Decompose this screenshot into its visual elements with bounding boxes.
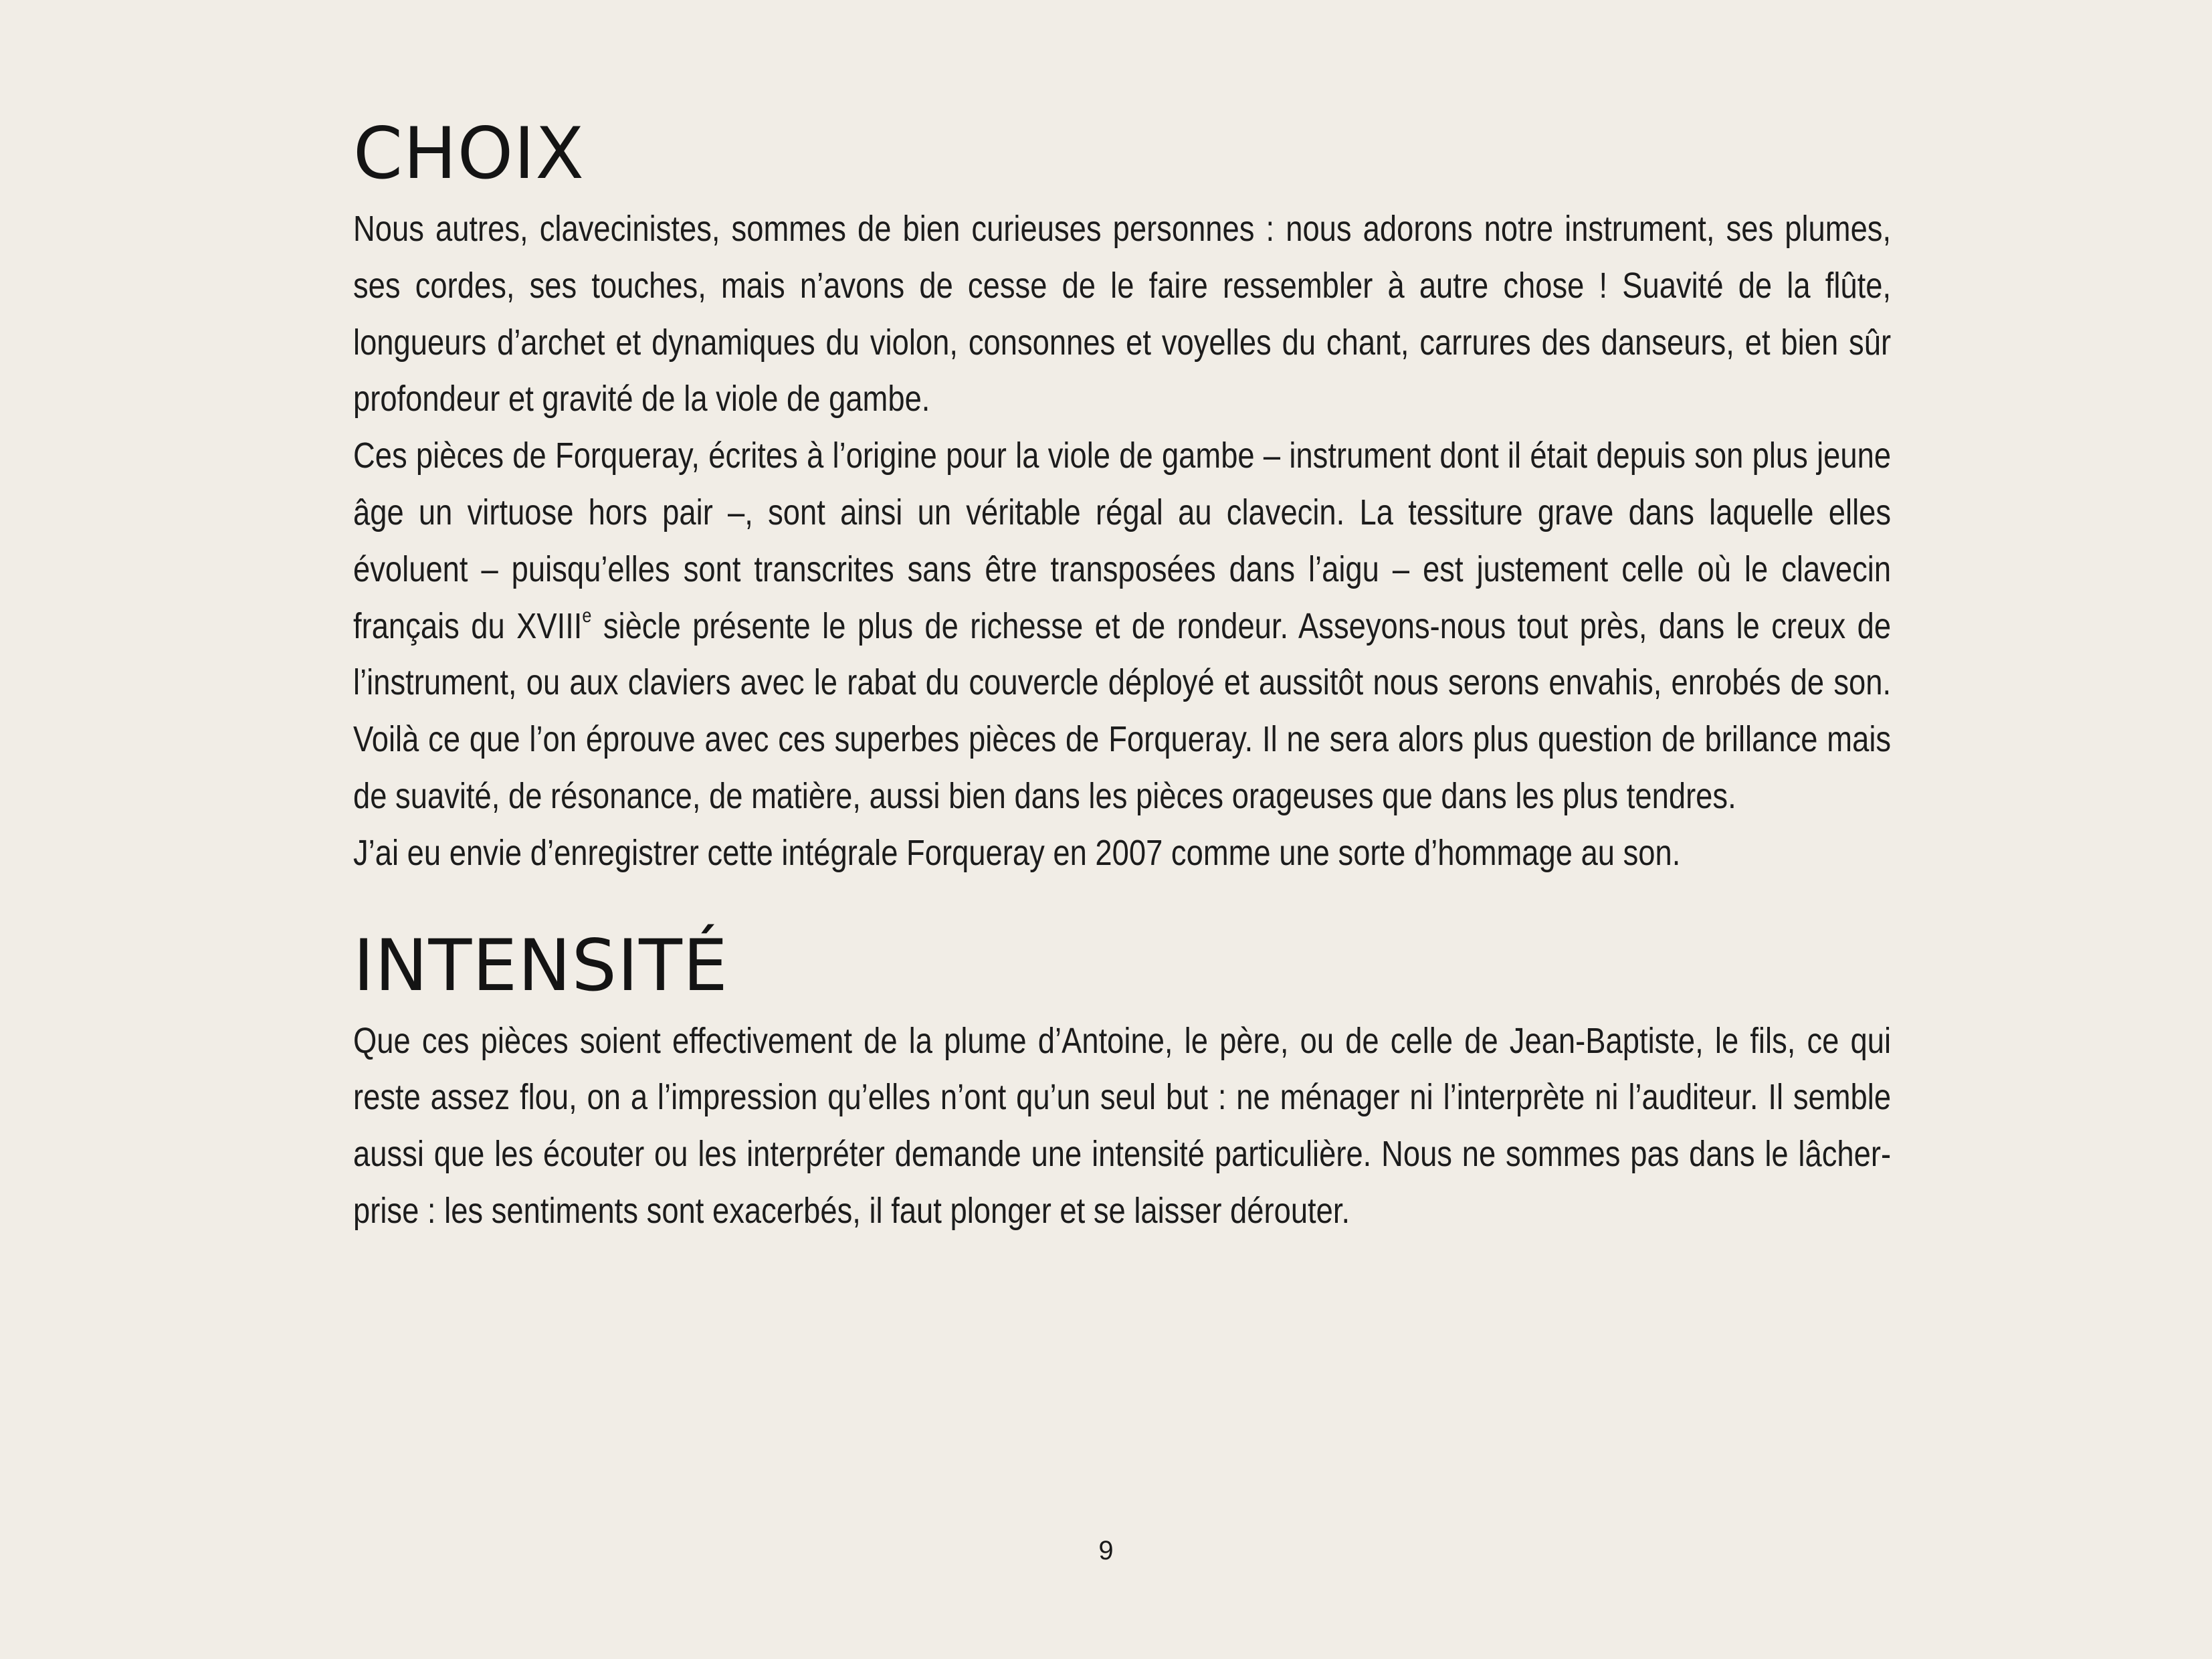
- paragraph-choix-2: [353, 427, 1891, 825]
- text-column: [353, 107, 1892, 1240]
- section-intensite: [353, 919, 1892, 1240]
- section-title-choix: CHOIX: [353, 112, 585, 195]
- paragraph-choix-2-text-a: Ces pièces de Forqueray, écrites à l’origine pour la viole de gambe – instrument dont il était depuis son plus jeune âge un virtuose hors pair –, sont ainsi un véritable régal au clavecin. La tessiture grave dans laquelle elles évoluent – puisqu’elles sont transcrites sans être transposées dans l’aigu – est justement celle où le clavecin français du XVIII: [353, 435, 1892, 646]
- section-choix: [353, 107, 1892, 882]
- superscript-e: e: [582, 604, 592, 627]
- section-title-intensite: INTENSITÉ: [353, 924, 728, 1007]
- paragraph-choix-1: Nous autres, clavecinistes, sommes de bien curieuses personnes : nous adorons notre instrument, ses plumes, ses cordes, ses touches, mais n’avons de cesse de le faire ressembler à autre chose ! Suavité de la flûte, longueurs d’archet et dynamiques du violon, consonnes et voyelles du chant, carrures des danseurs, et bien sûr profondeur et gravité de la viole de gambe.: [353, 209, 1892, 419]
- paragraph-choix-3: J’ai eu envie d’enregistrer cette intégrale Forqueray en 2007 comme une sorte d’hommage au son.: [353, 832, 1681, 873]
- page-number: 9: [1098, 1536, 1114, 1565]
- section-body-choix: [353, 201, 1892, 882]
- section-spacer: [353, 882, 1892, 919]
- paragraph-intensite-1: Que ces pièces soient effectivement de la plume d’Antoine, le père, ou de celle de Jean-Baptiste, le fils, ce qui reste assez flou, on a l’impression qu’elles n’ont qu’un seul but : ne ménager ni l’interprète ni l’auditeur. Il semble aussi que les écouter ou les interpréter demande une intensité particulière. Nous ne sommes pas dans le lâcher-prise : les sentiments sont exacerbés, il faut plonger et se laisser dérouter.: [353, 1020, 1892, 1231]
- section-body-intensite: [353, 1013, 1892, 1240]
- paragraph-choix-2-text-b: siècle présente le plus de richesse et de rondeur. Asseyons-nous tout près, dans le creux de l’instrument, ou aux claviers avec le rabat du couvercle déployé et aussitôt nous serons envahis, enrobés de son. Voilà ce que l’on éprouve avec ces superbes pièces de Forqueray. Il ne sera alors plus question de brillance mais de suavité, de résonance, de matière, aussi bien dans les pièces orageuses que dans les plus tendres.: [353, 605, 1892, 816]
